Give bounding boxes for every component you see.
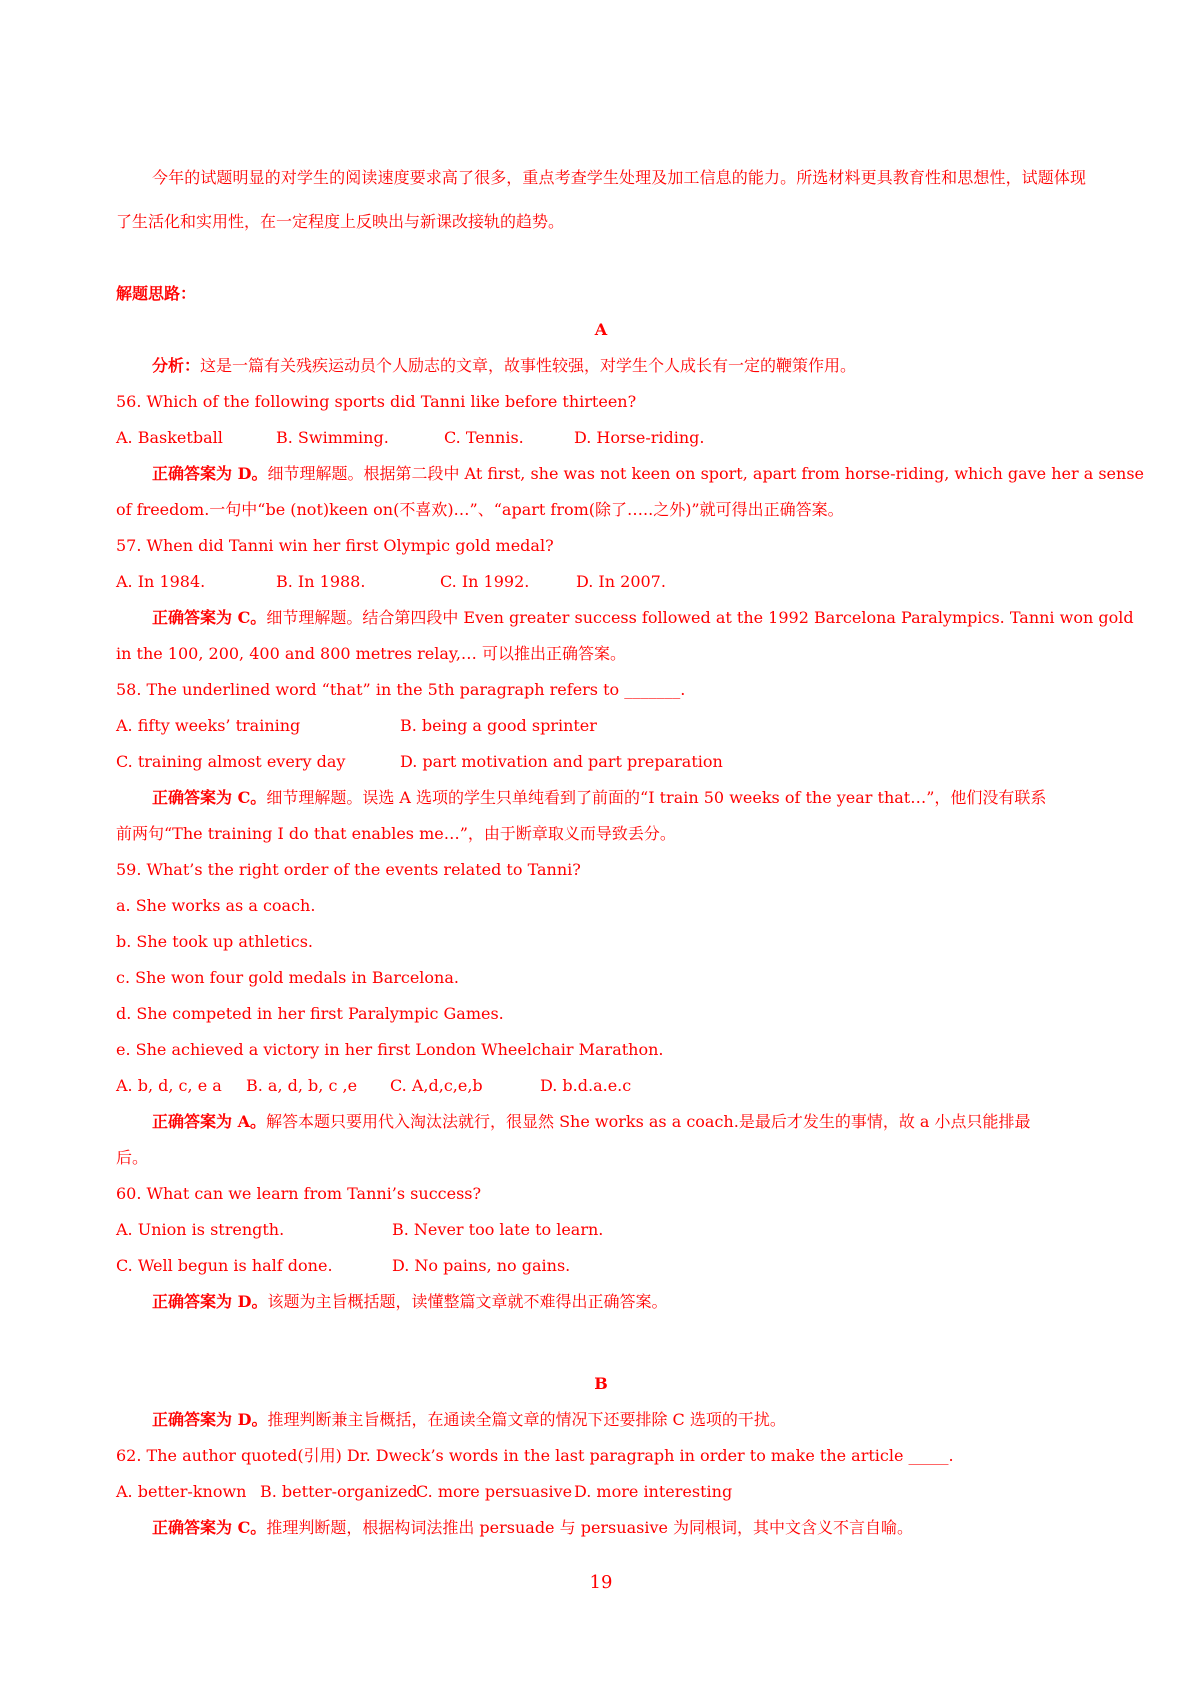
q56-option-b: B. Swimming. [276,428,389,447]
q60-option-c: C. Well begun is half done. [116,1256,333,1275]
q59-event-c: c. She won four gold medals in Barcelona. [116,968,459,987]
q59-answer-label: 正确答案为 A。 [152,1112,266,1131]
q62-question: 62. The author quoted(引用) Dr. Dweck’s words in the last paragraph in order to make the article _____. [116,1446,954,1465]
q59-option-a: A. b, d, c, e a [116,1076,222,1095]
q56-option-c: C. Tennis. [444,428,524,447]
q62-answer-label: 正确答案为 C。 [152,1518,267,1537]
q59-event-e: e. She achieved a victory in her first London Wheelchair Marathon. [116,1040,664,1059]
q56-explanation-1 [152,464,1144,484]
page-number: 19 [589,1572,613,1593]
q59-explanation-text: 解答本题只要用代入淘汰法就行，很显然 She works as a coach.是最后才发生的事情，故 a 小点只能排最 [266,1112,1031,1131]
q60-explanation-text: 该题为主旨概括题，读懂整篇文章就不难得出正确答案。 [267,1292,668,1311]
q62-option-d: D. more interesting [574,1482,733,1501]
q59-event-a: a. She works as a coach. [116,896,316,915]
part-b-answer-label: 正确答案为 D。 [152,1410,268,1429]
q59-event-b: b. She took up athletics. [116,932,314,951]
q58-option-a: A. fifty weeks’ training [116,716,301,735]
q56-option-d: D. Horse-riding. [574,428,705,447]
q56-question: 56. Which of the following sports did Tanni like before thirteen? [116,392,637,411]
q59-explanation-2: 后。 [116,1148,149,1167]
document-page [116,0,1145,1698]
part-b-label: B [594,1374,608,1393]
q58-answer-label: 正确答案为 C。 [152,788,267,807]
q60-option-a: A. Union is strength. [116,1220,285,1239]
part-a-label: A [594,320,608,339]
q62-option-a: A. better-known [116,1482,247,1501]
q57-explanation-text: 细节理解题。结合第四段中 Even greater success followed at the 1992 Barcelona Paralympics. Tanni won gold [266,608,1134,627]
q59-event-d: d. She competed in her first Paralympic Games. [116,1004,504,1023]
q58-option-d: D. part motivation and part preparation [400,752,723,771]
q60-question: 60. What can we learn from Tanni’s success? [116,1184,482,1203]
analysis-text: 这是一篇有关残疾运动员个人励志的文章，故事性较强，对学生个人成长有一定的鞭策作用。 [200,356,857,375]
q57-option-d: D. In 2007. [576,572,666,591]
q60-explanation-1 [152,1292,667,1312]
part-b-explanation-text: 推理判断兼主旨概括，在通读全篇文章的情况下还要排除 C 选项的干扰。 [267,1410,786,1429]
part-b-explanation [152,1410,786,1430]
q60-option-b: B. Never too late to learn. [392,1220,604,1239]
q62-explanation-text: 推理判断题，根据构词法推出 persuade 与 persuasive 为同根词，其中文含义不言自喻。 [266,1518,914,1537]
q57-option-a: A. In 1984. [116,572,206,591]
q62-explanation-1 [152,1518,913,1538]
section-heading: 解题思路： [116,284,197,303]
q59-option-b: B. a, d, b, c ,e [246,1076,358,1095]
q59-explanation-1 [152,1112,1031,1132]
q60-option-d: D. No pains, no gains. [392,1256,571,1275]
q59-question: 59. What’s the right order of the events related to Tanni? [116,860,581,879]
q59-option-d: D. b.d.a.e.c [540,1076,632,1095]
q58-option-b: B. being a good sprinter [400,716,597,735]
q58-explanation-text: 细节理解题。误选 A 选项的学生只单纯看到了前面的“I train 50 weeks of the year that…”，他们没有联系 [266,788,1047,807]
q57-question: 57. When did Tanni win her first Olympic gold medal? [116,536,554,555]
q57-option-c: C. In 1992. [440,572,530,591]
q59-option-c: C. A,d,c,e,b [390,1076,483,1095]
q56-explanation-2: of freedom.一句中“be (not)keen on(不喜欢)…”、“apart from(除了…..之外)”就可得出正确答案。 [116,500,844,519]
q58-question: 58. The underlined word “that” in the 5th paragraph refers to _______. [116,680,686,699]
q56-option-a: A. Basketball [116,428,223,447]
q56-explanation-text: 细节理解题。根据第二段中 At first, she was not keen on sport, apart from horse-riding, which gave her a sense [267,464,1145,483]
q62-option-b: B. better-organized [260,1482,418,1501]
q58-explanation-1 [152,788,1046,808]
q57-explanation-2: in the 100, 200, 400 and 800 metres relay,… 可以推出正确答案。 [116,644,626,663]
q57-explanation-1 [152,608,1134,628]
q58-option-c: C. training almost every day [116,752,346,771]
q57-answer-label: 正确答案为 C。 [152,608,267,627]
q62-option-c: C. more persuasive [416,1482,573,1501]
analysis-label: 分析： [152,356,201,375]
q57-option-b: B. In 1988. [276,572,366,591]
q60-answer-label: 正确答案为 D。 [152,1292,268,1311]
q56-answer-label: 正确答案为 D。 [152,464,268,483]
intro-paragraph: 今年的试题明显的对学生的阅读速度要求高了很多，重点考查学生处理及加工信息的能力。所选材料更具教育性和思想性，试题体现了生活化和实用性，在一定程度上反映出与新课改接轨的趋势。 [116,168,1086,231]
part-a-analysis [152,356,856,376]
q58-explanation-2: 前两句“The training I do that enables me…”，由于断章取义而导致丢分。 [116,824,676,843]
